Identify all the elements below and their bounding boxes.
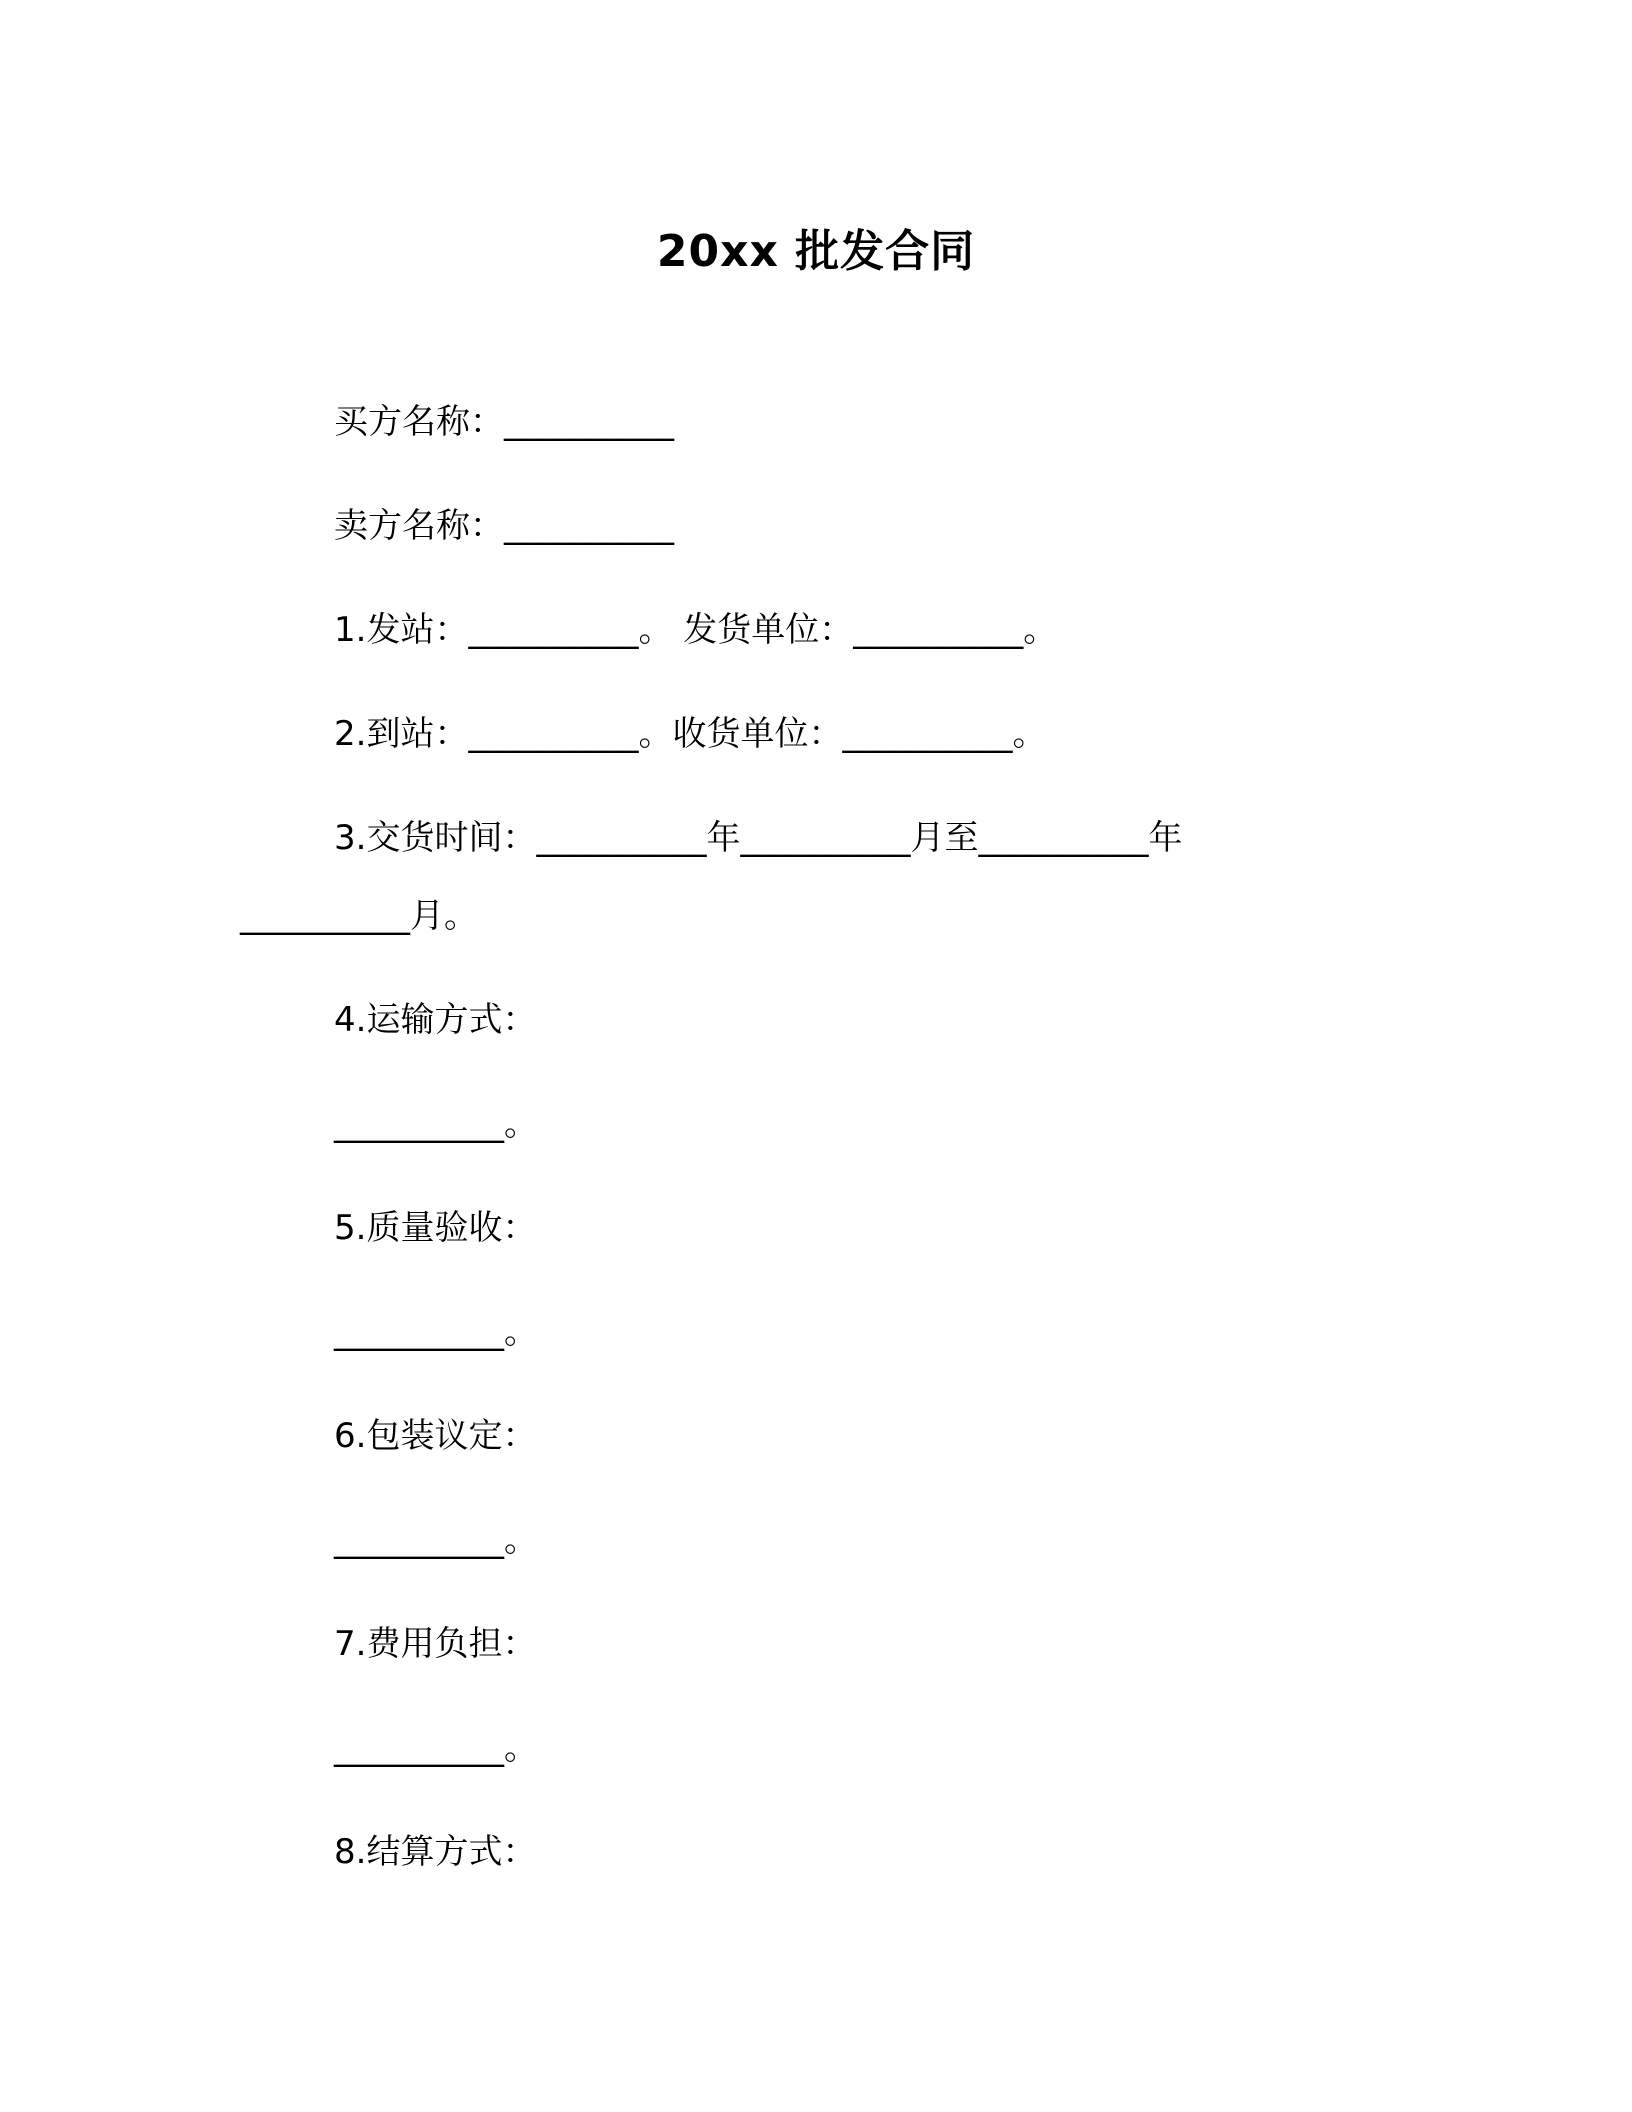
clause-5-blank: __________。 <box>334 1312 538 1352</box>
clause-1-departure-station: 1.发站：__________。 发货单位：__________。 <box>334 610 1058 650</box>
clause-5-quality-inspection: 5.质量验收： <box>334 1208 537 1248</box>
clause-6-blank: __________。 <box>334 1520 538 1560</box>
document-title: 20xx 批发合同 <box>656 226 976 277</box>
clause-7-blank: __________。 <box>334 1728 538 1768</box>
clause-4-blank: __________。 <box>334 1104 538 1144</box>
clause-8-settlement-method: 8.结算方式： <box>334 1832 537 1872</box>
seller-name-line: 卖方名称：__________ <box>334 506 674 546</box>
clause-7-cost-bearing: 7.费用负担： <box>334 1624 537 1664</box>
clause-3-delivery-time-continued: __________月。 <box>240 896 478 936</box>
clause-2-arrival-station: 2.到站：__________。收货单位：__________。 <box>334 714 1047 754</box>
clause-4-transport-method: 4.运输方式： <box>334 1000 537 1040</box>
clause-6-packaging: 6.包装议定： <box>334 1416 537 1456</box>
buyer-name-line: 买方名称：__________ <box>334 402 674 442</box>
clause-3-delivery-time: 3.交货时间：__________年__________月至__________年 <box>334 818 1183 858</box>
